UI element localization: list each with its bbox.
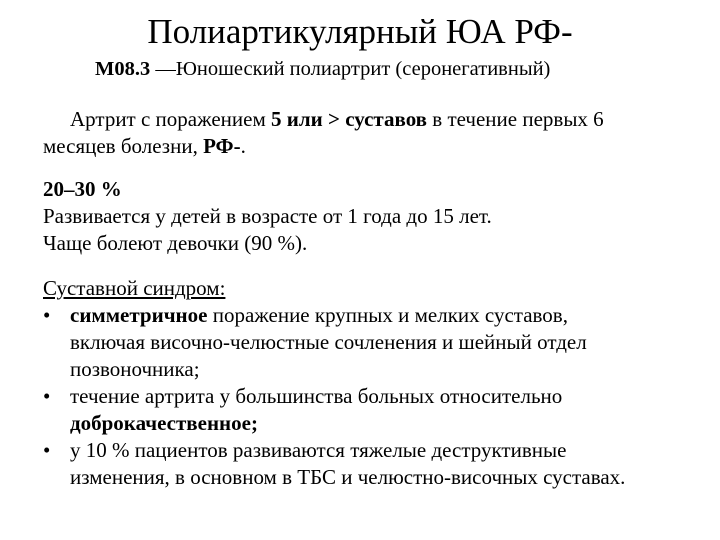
benign-emphasis: доброкачественное;: [70, 411, 258, 435]
bullet-item-destructive: [43, 437, 715, 491]
joint-count-emphasis: 5 или > суставов: [271, 107, 428, 131]
bullet-icon: •: [43, 438, 51, 462]
bullet-line: изменения, в основном в ТБС и челюстно-височных суставах.: [70, 465, 626, 489]
sex-line: Чаще болеют девочки (90 %).: [43, 231, 308, 255]
bullet-line: позвоночника;: [70, 357, 200, 381]
slide-subtitle: [95, 57, 550, 81]
bullet-line: течение артрита у большинства больных относительно: [70, 384, 563, 408]
bullet-line: включая височно-челюстные сочленения и шейный отдел: [70, 330, 587, 354]
definition-line-1: [43, 106, 715, 133]
age-line: Развивается у детей в возрасте от 1 года до 15 лет.: [43, 204, 492, 228]
frequency-line: 20–30 %: [43, 177, 122, 201]
bullet-line: у 10 % пациентов развиваются тяжелые деструктивные: [70, 438, 567, 462]
bullet-icon: •: [43, 303, 51, 327]
definition-text: .: [240, 134, 246, 158]
definition-text: в течение первых 6: [427, 107, 604, 131]
bullet-text: поражение крупных и мелких суставов,: [207, 303, 568, 327]
bullet-item-course: [43, 383, 715, 437]
joint-syndrome-section: [43, 275, 715, 491]
definition-line-2: [43, 133, 715, 160]
joint-syndrome-heading: Суставной синдром:: [43, 276, 226, 300]
symmetry-emphasis: симметричное: [70, 303, 208, 327]
slide-title: Полиартикулярный ЮА РФ-: [147, 12, 573, 51]
definition-text: Артрит с поражением: [70, 107, 272, 131]
icd-code: М08.3: [95, 58, 151, 80]
paragraph-epidemiology: [43, 176, 715, 257]
paragraph-arthritis-definition: [43, 106, 715, 160]
bullet-icon: •: [43, 384, 51, 408]
bullet-line: [70, 302, 715, 329]
bullet-item-symmetry: [43, 302, 715, 383]
rf-negative-emphasis: РФ-: [203, 134, 241, 158]
definition-text: месяцев болезни,: [43, 134, 204, 158]
subtitle-text: —Юношеский полиартрит (серонегативный): [150, 58, 551, 80]
